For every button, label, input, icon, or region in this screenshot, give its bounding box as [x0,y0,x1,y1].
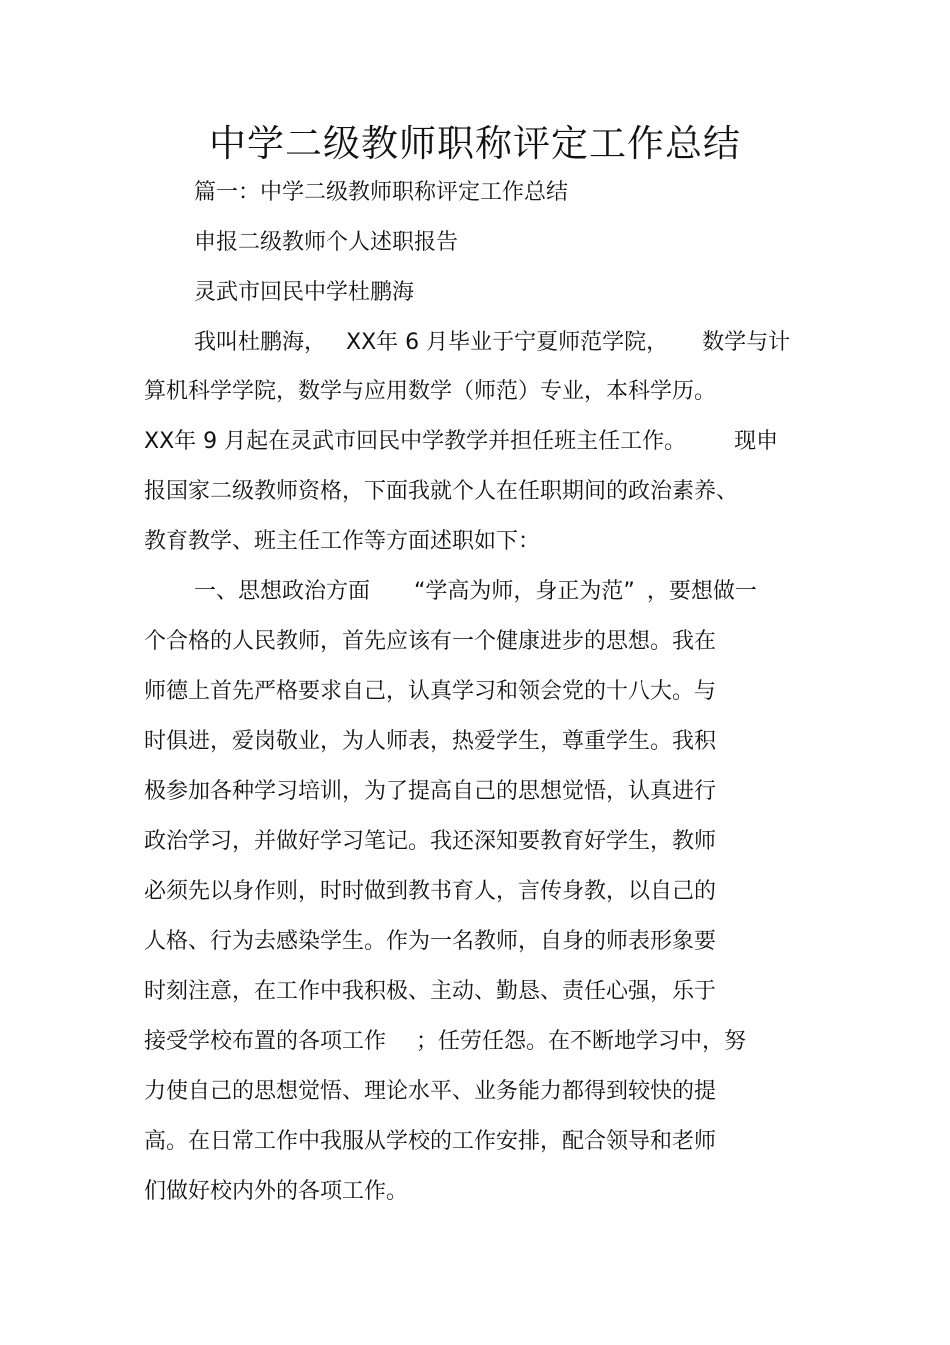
text-segment: ；任劳任怨。在不断地学习中，努 [416,1029,747,1054]
paragraph-line [194,577,757,607]
text-segment: 我叫杜鹏海， [194,330,327,355]
text-segment: XX年 6 月毕业于宁夏师范学院， [346,330,669,355]
section-subheading: 一、思想政治方面 [194,579,371,604]
quote-text: “学高为师，身正为范” [414,579,635,604]
paragraph-line: 报国家二级教师资格，下面我就个人在任职期间的政治素养、 [144,479,739,504]
text-segment: 接受学校布置的各项工作 [144,1029,387,1054]
text-segment: ，要想做一 [646,579,757,604]
report-title: 申报二级教师个人述职报告 [194,230,459,255]
paragraph-line: 教育教学、班主任工作等方面述职如下： [144,529,541,554]
section-heading: 篇一：中学二级教师职称评定工作总结 [194,180,569,205]
paragraph-line [144,427,778,457]
paragraph-line: 算机科学学院，数学与应用数学（师范）专业，本科学历。 [144,379,717,404]
paragraph-line: 必须先以身作则，时时做到教书育人，言传身教，以自己的 [144,879,717,904]
paragraph-line: 师德上首先严格要求自己，认真学习和领会党的十八大。与 [144,679,717,704]
paragraph-line: 时刻注意，在工作中我积极、主动、勤恳、责任心强，乐于 [144,979,717,1004]
paragraph-line: 力使自己的思想觉悟、理论水平、业务能力都得到较快的提 [144,1079,717,1104]
paragraph-line: 时俱进，爱岗敬业，为人师表，热爱学生，尊重学生。我积 [144,729,717,754]
paragraph-line: 人格、行为去感染学生。作为一名教师，自身的师表形象要 [144,929,717,954]
paragraph-line [194,328,790,358]
paragraph-line: 们做好校内外的各项工作。 [144,1179,409,1204]
paragraph-line: 极参加各种学习培训，为了提高自己的思想觉悟，认真进行 [144,779,717,804]
paragraph-line: 个合格的人民教师，首先应该有一个健康进步的思想。我在 [144,629,717,654]
text-segment: 数学与计 [702,330,791,355]
paragraph-line: 高。在日常工作中我服从学校的工作安排，配合领导和老师 [144,1129,717,1154]
paragraph-line: 政治学习，并做好学习笔记。我还深知要教育好学生，教师 [144,829,717,854]
text-segment: XX年 9 月起在灵武市回民中学教学并担任班主任工作。 [144,429,687,454]
paragraph-line [144,1027,746,1057]
text-segment: 现申 [734,429,779,454]
document-title: 中学二级教师职称评定工作总结 [209,122,741,165]
author-line: 灵武市回民中学杜鹏海 [194,280,415,305]
